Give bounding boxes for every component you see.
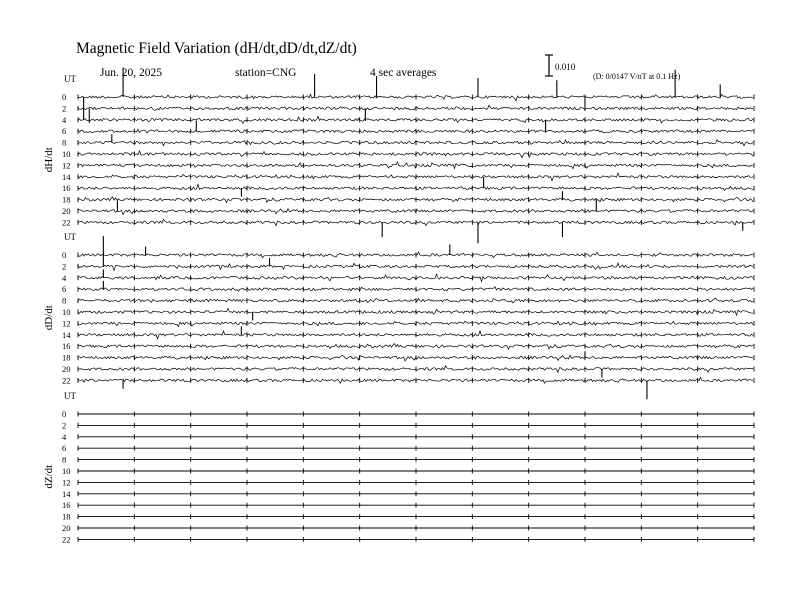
trace-row-4 [78, 274, 753, 282]
row-label-12: 12 [62, 318, 71, 329]
row-label-20: 20 [62, 206, 71, 216]
row-label-10: 10 [62, 466, 71, 476]
row-label-10: 10 [62, 149, 71, 159]
date-label: Jun. 20, 2025 [100, 67, 162, 79]
row-label-10: 10 [62, 307, 71, 317]
row-label-6: 6 [62, 126, 67, 137]
row-label-14: 14 [62, 329, 71, 340]
trace-row-18 [78, 355, 753, 361]
trace-row-16 [78, 184, 753, 190]
row-label-2: 2 [62, 261, 67, 272]
trace-row-20 [78, 366, 753, 373]
trace-row-0 [78, 94, 753, 101]
trace-row-2 [78, 105, 753, 110]
row-label-6: 6 [62, 443, 67, 454]
trace-row-20 [78, 209, 753, 215]
trace-row-22 [78, 219, 753, 226]
scale-value: 0.010 [555, 62, 576, 72]
trace-row-6 [78, 129, 753, 133]
trace-row-12 [78, 321, 753, 327]
ut-label: UT [64, 232, 76, 242]
y-axis-label: dD/dt [43, 305, 55, 331]
row-label-12: 12 [62, 160, 71, 171]
scale-note: (D: 0/0147 V/nT at 0.1 Hz) [593, 72, 681, 81]
y-axis-label: dZ/dt [43, 464, 55, 489]
row-label-16: 16 [62, 183, 71, 194]
scale-bar [545, 55, 553, 76]
trace-row-8 [78, 298, 753, 303]
y-axis-label: dH/dt [43, 147, 55, 173]
trace-row-14 [78, 331, 753, 339]
row-label-8: 8 [62, 295, 67, 306]
trace-row-10 [78, 151, 753, 158]
row-label-22: 22 [62, 217, 71, 228]
trace-row-14 [78, 173, 753, 181]
row-label-18: 18 [62, 194, 71, 205]
trace-row-4 [78, 116, 753, 123]
row-label-14: 14 [62, 171, 71, 182]
row-label-14: 14 [62, 488, 71, 499]
row-label-18: 18 [62, 511, 71, 522]
row-label-0: 0 [62, 92, 67, 102]
row-label-18: 18 [62, 352, 71, 363]
panel-dzdt [43, 391, 754, 544]
row-label-12: 12 [62, 477, 71, 488]
row-label-6: 6 [62, 284, 67, 295]
panel-dhdt [43, 68, 754, 244]
row-label-8: 8 [62, 454, 67, 465]
row-label-16: 16 [62, 341, 71, 352]
row-label-22: 22 [62, 534, 71, 545]
trace-row-18 [78, 197, 753, 203]
trace-row-0 [78, 252, 753, 258]
row-label-4: 4 [62, 272, 67, 283]
row-label-2: 2 [62, 103, 67, 114]
trace-row-6 [78, 287, 753, 292]
ut-label: UT [64, 391, 76, 401]
row-label-16: 16 [62, 500, 71, 511]
row-label-2: 2 [62, 420, 67, 431]
ut-label: UT [64, 74, 76, 84]
row-label-0: 0 [62, 250, 67, 260]
station-label: station=CNG [235, 67, 297, 79]
row-label-0: 0 [62, 409, 67, 419]
trace-row-16 [78, 344, 753, 350]
trace-row-8 [78, 140, 753, 146]
row-label-22: 22 [62, 375, 71, 386]
trace-row-22 [78, 377, 753, 383]
chart-title: Magnetic Field Variation (dH/dt,dD/dt,dZ/dt) [76, 40, 357, 57]
trace-row-10 [78, 308, 753, 315]
row-label-8: 8 [62, 137, 67, 148]
averaging-label: 4 sec averages [370, 67, 437, 79]
row-label-20: 20 [62, 364, 71, 374]
trace-row-2 [78, 263, 753, 271]
row-label-20: 20 [62, 523, 71, 533]
trace-row-12 [78, 162, 753, 169]
panel-dddt [43, 232, 754, 399]
row-label-4: 4 [62, 431, 67, 442]
row-label-4: 4 [62, 114, 67, 125]
